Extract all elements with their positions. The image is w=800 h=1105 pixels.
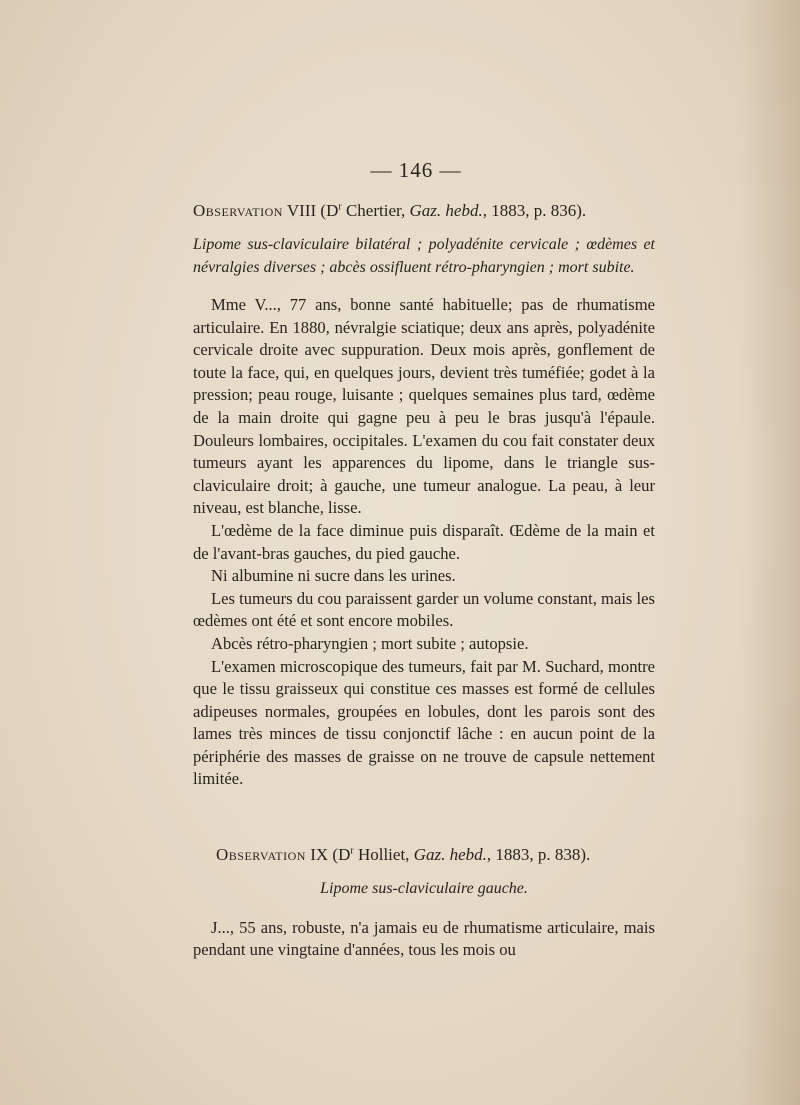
reference-author: Holliet,: [353, 845, 414, 864]
observation-8-subtitle: Lipome sus-claviculaire bilatéral ; polyadénite cervicale ; œdèmes et névralgies diverses ; abcès ossifluent rétro-pharyngien ; mort subite.: [193, 236, 655, 276]
reference-prefix: (D: [332, 845, 351, 864]
observation-9-paragraph-1: J..., 55 ans, robuste, n'a jamais eu de rhumatisme articulaire, mais pendant une vingtaine d'années, tous les mois ou: [193, 917, 655, 960]
observation-8-paragraph-5: Abcès rétro-pharyngien ; mort subite ; autopsie.: [211, 633, 529, 653]
journal-name: Gaz. hebd.: [413, 845, 487, 864]
page-number: — 146 —: [370, 158, 462, 182]
observation-9-body: [193, 917, 655, 962]
observation-8-paragraph-6: L'examen microscopique des tumeurs, fait par M. Suchard, montre que le tissu graisseux qui constitue ces masses est formé de cellules adipeuses normales, groupées en lobules, dont les parois sont des lames très minces de tissu conjonctif lâche : en aucun point de la périphérie des masses de graisse on ne trouve de capsule nettement limitée.: [193, 656, 655, 789]
observation-8: [193, 200, 655, 791]
observation-number: VIII: [286, 201, 317, 220]
journal-name: Gaz. hebd.: [409, 201, 483, 220]
observation-8-paragraph-1: Mme V..., 77 ans, bonne santé habituelle; pas de rhumatisme articulaire. En 1880, névralgie sciatique; deux ans après, polyadénite cervicale droite avec suppuration. Deux mois après, gonflement de toute la face, qui, en quelques jours, devient très tuméfiée; godet à la pression; peau rouge, luisante ; quelques semaines plus tard, œdème de la main droite qui gagne peu à peu le bras jusqu'à l'épaule. Douleurs lombaires, occipitales. L'examen du cou fait constater deux tumeurs ayant les apparences du lipome, dans le triangle sus-claviculaire droit; à gauche, une tumeur analogue. La peau, à leur niveau, est blanche, lisse.: [193, 295, 655, 518]
observation-number: IX: [310, 845, 329, 864]
observation-8-paragraph-3: Ni albumine ni sucre dans les urines.: [211, 566, 456, 586]
reference-author: Chertier,: [341, 201, 410, 220]
reference-tail: , 1883, p. 838).: [486, 845, 591, 864]
observation-label: Observation: [216, 845, 306, 864]
reference-tail: , 1883, p. 836).: [482, 201, 587, 220]
observation-8-body: [193, 294, 655, 791]
reference-superscript: r: [350, 845, 354, 857]
observation-9-subtitle: Lipome sus-claviculaire gauche.: [320, 880, 528, 897]
reference-superscript: r: [338, 201, 342, 213]
observation-9: [193, 844, 655, 962]
observation-label: Observation: [193, 201, 283, 220]
observation-9-heading: [193, 844, 655, 866]
reference-prefix: (D: [320, 201, 339, 220]
observation-8-heading: [193, 200, 655, 222]
observation-8-paragraph-2: L'œdème de la face diminue puis disparaît. Œdème de la main et de l'avant-bras gauches, du pied gauche.: [193, 520, 655, 563]
observation-8-paragraph-4: Les tumeurs du cou paraissent garder un volume constant, mais les œdèmes ont été et sont encore mobiles.: [193, 588, 655, 631]
